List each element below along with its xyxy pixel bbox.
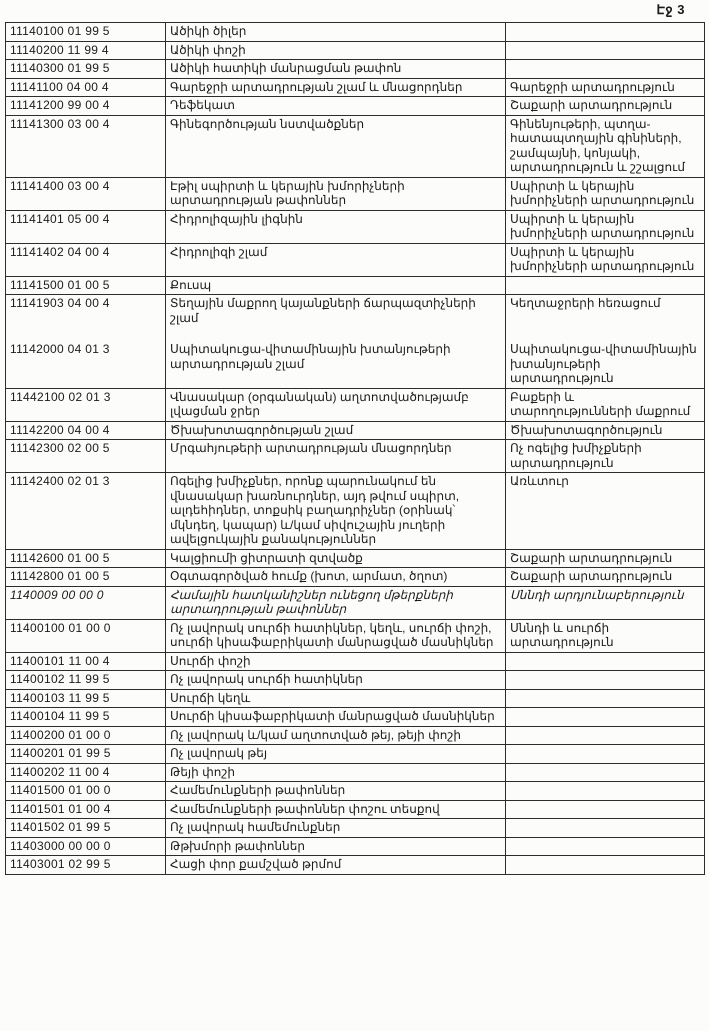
code-cell: 11401501 01 00 4 [6,800,166,819]
description-cell: Ոչ լավորակ սուրճի հատիկներ, կեղև, սուրճի փոշի, սուրճի կիսաֆաբրիկատի մանրացված մասնիկներ [166,619,506,652]
description-cell: Սուրճի փոշի [166,652,506,671]
description-cell: Ածիկի փոշի [166,41,506,60]
source-cell: Սպիրտի և կերային խմորիչների արտադրություն [506,210,705,243]
code-cell: 11142800 01 00 5 [6,568,166,587]
source-cell [506,726,705,745]
code-cell: 11400201 01 99 5 [6,745,166,764]
code-cell: 11142200 04 00 4 [6,421,166,440]
source-cell [506,23,705,42]
description-cell: Քուսպ [166,276,506,295]
table-row [6,586,705,619]
description-cell: Սուրճի կեղև [166,689,506,708]
description-cell: Համեմունքների թափոններ փոշու տեսքով [166,800,506,819]
description-cell: Կալցիումի ցիտրատի զտվածք [166,549,506,568]
source-cell [506,819,705,838]
code-cell: 11400101 11 00 4 [6,652,166,671]
code-cell: 11400104 11 99 5 [6,708,166,727]
description-cell: Էթիլ սպիրտի և կերային խմորիչների արտադրության թափոններ [166,177,506,210]
table-row [6,276,705,295]
description-cell: Հիդրոլիզի շլամ [166,243,506,276]
source-cell: Ոչ ոգելից խմիչքների արտադրություն [506,440,705,473]
description-cell: Օգտագործված հումք (խոտ, արմատ, ծղոտ) [166,568,506,587]
code-cell: 11442100 02 01 3 [6,388,166,421]
table-row [6,763,705,782]
description-cell: Մրգահյութերի արտադրության մնացորդներ [166,440,506,473]
source-cell: Սպիրտի և կերային խմորիչների արտադրություն [506,243,705,276]
code-cell: 11141400 03 00 4 [6,177,166,210]
code-cell: 11400200 01 00 0 [6,726,166,745]
code-cell: 11401500 01 00 0 [6,782,166,801]
code-cell: 11140300 01 99 5 [6,60,166,79]
description-cell: Թթխմորի թափոններ [166,837,506,856]
page-number-label: Էջ 3 [656,2,685,17]
code-cell: 11140200 11 99 4 [6,41,166,60]
source-cell [506,708,705,727]
description-cell: Ածիկի հատիկի մանրացման թափոն [166,60,506,79]
table-row [6,97,705,116]
description-cell: Սուրճի կիսաֆաբրիկատի մանրացված մասնիկներ [166,708,506,727]
table-row [6,819,705,838]
code-cell: 11141401 05 00 4 [6,210,166,243]
table-row [6,800,705,819]
table-row [6,549,705,568]
code-cell: 11401502 01 99 5 [6,819,166,838]
description-cell: Գարեջրի արտադրության շլամ և մնացորդներ [166,78,506,97]
source-cell: Ծխախոտագործություն [506,421,705,440]
code-cell: 11400202 11 00 4 [6,763,166,782]
table-row [6,421,705,440]
source-cell: Շաքարի արտադրություն [506,97,705,116]
table-row [6,243,705,276]
description-cell: Ոչ լավորակ թեյ [166,745,506,764]
description-cell: Համային հատկանիշներ ունեցող մթերքների արտադրության թափոններ [166,586,506,619]
source-cell: Շաքարի արտադրություն [506,549,705,568]
table-row [6,671,705,690]
code-cell: 11142300 02 00 5 [6,440,166,473]
source-cell [506,763,705,782]
code-cell: 11400102 11 99 5 [6,671,166,690]
code-cell: 11400103 11 99 5 [6,689,166,708]
source-cell: Սպիտակուցա-վիտամինային խտանյութերի արտադրություն [506,341,705,388]
description-cell: Ածիկի ծիլեր [166,23,506,42]
description-cell: Սպիտակուցա-վիտամինային խտանյութերի արտադրության շլամ [166,341,506,388]
code-cell: 11141200 99 00 4 [6,97,166,116]
table-row [6,708,705,727]
source-cell: Բաքերի և տարողությունների մաքրում [506,388,705,421]
source-cell: Սպիրտի և կերային խմորիչների արտադրություն [506,177,705,210]
table-row [6,440,705,473]
source-cell [506,60,705,79]
table-row [6,388,705,421]
source-cell [506,276,705,295]
source-cell: Գարեջրի արտադրություն [506,78,705,97]
table-row [6,568,705,587]
table-row [6,745,705,764]
code-cell: 11141402 04 00 4 [6,243,166,276]
table-row [6,23,705,42]
source-cell [506,689,705,708]
code-cell: 1140009 00 00 0 [6,586,166,619]
description-cell: Հացի փոր քամշված թրմոմ [166,856,506,875]
description-cell: Ոգելից խմիչքներ, որոնք պարունակում են վնասակար խառնուրդներ, այդ թվում սպիրտ, ալդեհիդներ, տոքսիկ բաղադրիչներ (օրինակ՝ մկնդեղ, կապար) և/կամ սիվուշային յուղերի ավելցուկային քանակություններ [166,473,506,550]
code-cell: 11403001 02 99 5 [6,856,166,875]
code-cell: 11142400 02 01 3 [6,473,166,550]
table-row [6,473,705,550]
table-row [6,782,705,801]
description-cell: Թեյի փոշի [166,763,506,782]
code-cell: 11141300 03 00 4 [6,115,166,177]
code-cell: 11400100 01 00 0 [6,619,166,652]
source-cell [506,800,705,819]
table-row [6,115,705,177]
source-cell: Սննդի և սուրճի արտադրություն [506,619,705,652]
table-row [6,689,705,708]
table-row [6,619,705,652]
description-cell: Ոչ լավորակ և/կամ աղտոտված թեյ, թեյի փոշի [166,726,506,745]
waste-table-body [6,23,705,875]
description-cell: Ոչ լավորակ համեմունքներ [166,819,506,838]
source-cell [506,41,705,60]
description-cell: Համեմունքների թափոններ [166,782,506,801]
table-row [6,41,705,60]
source-cell [506,837,705,856]
source-cell: Սննդի արդյունաբերություն [506,586,705,619]
description-cell: Գինեգործության նստվածքներ [166,115,506,177]
source-cell: Շաքարի արտադրություն [506,568,705,587]
code-cell: 11142600 01 00 5 [6,549,166,568]
table-row [6,652,705,671]
code-cell: 11141100 04 00 4 [6,78,166,97]
table-row [6,177,705,210]
description-cell: Ոչ լավորակ սուրճի հատիկներ [166,671,506,690]
source-cell [506,652,705,671]
description-cell: Վնասակար (օրգանական) աղտոտվածությամբ լվացման ջրեր [166,388,506,421]
code-cell: 11403000 00 00 0 [6,837,166,856]
source-cell [506,671,705,690]
code-cell: 11141500 01 00 5 [6,276,166,295]
table-row [6,726,705,745]
description-cell: Հիդրոլիզային լիգնին [166,210,506,243]
table-row [6,837,705,856]
table-row [6,341,705,388]
source-cell [506,856,705,875]
table-row [6,856,705,875]
source-cell: Կեղտաջրերի հեռացում [506,295,705,342]
table-row [6,78,705,97]
description-cell: Ծխախոտագործության շլամ [166,421,506,440]
code-cell: 11140100 01 99 5 [6,23,166,42]
table-row [6,210,705,243]
source-cell: Առևտուր [506,473,705,550]
source-cell [506,745,705,764]
source-cell [506,782,705,801]
waste-classification-table [5,22,705,875]
code-cell: 11142000 04 01 3 [6,341,166,388]
source-cell: Գինենյութերի, պտղա-հատապտղային գինիների, շամպայնի, կոնյակի, արտադրություն և շշալցում [506,115,705,177]
description-cell: Տեղային մաքրող կայանքների ճարպազտիչների շլամ [166,295,506,342]
code-cell: 11141903 04 00 4 [6,295,166,342]
table-row [6,60,705,79]
table-row [6,295,705,342]
description-cell: Դեֆեկատ [166,97,506,116]
